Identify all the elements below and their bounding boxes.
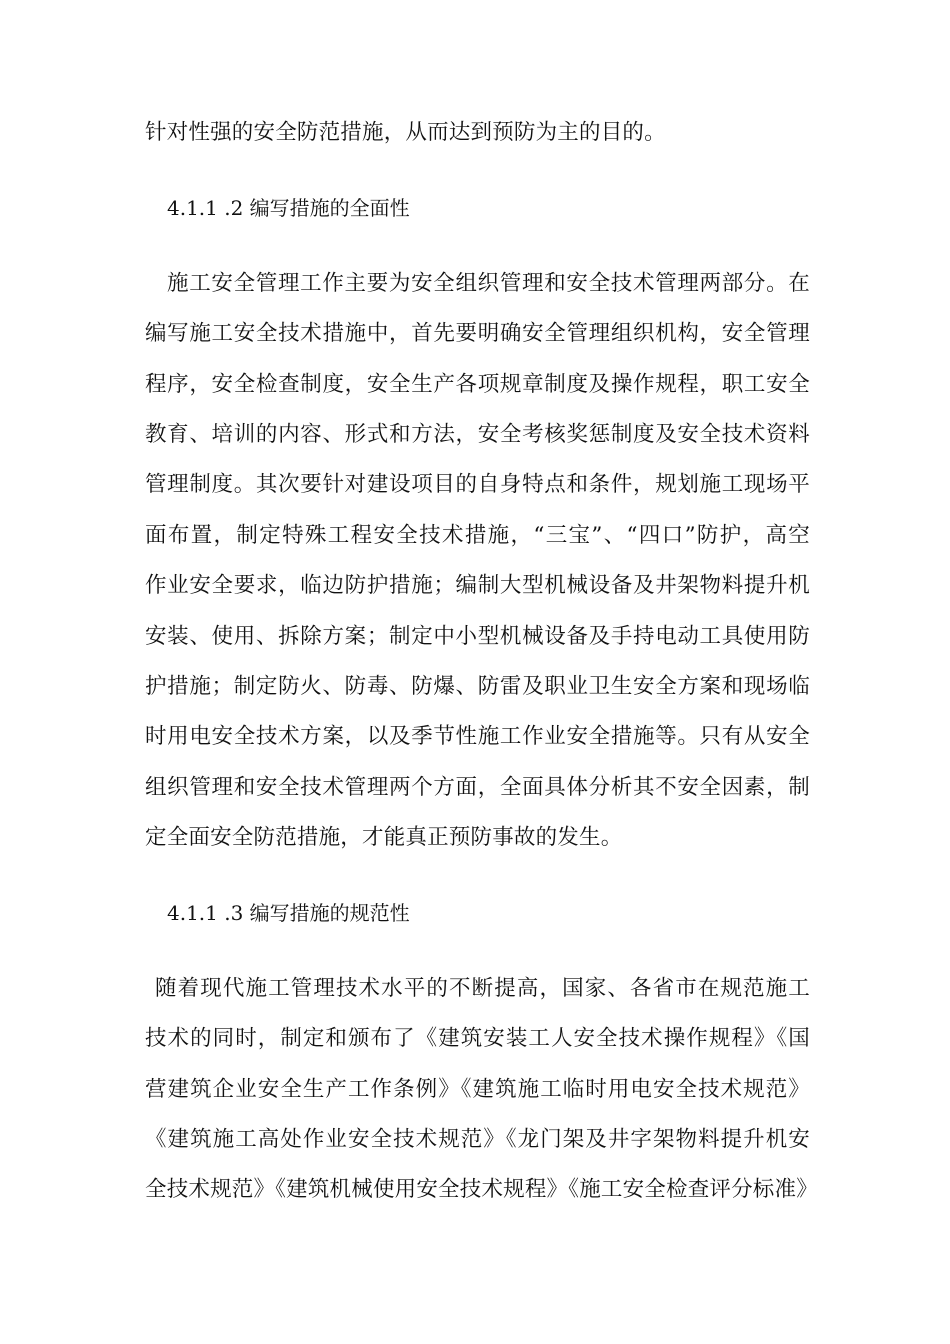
paragraph-comprehensiveness [145,259,810,864]
text-line: 护措施；制定防火、防毒、防爆、防雷及职业卫生安全方案和现场临 [145,673,810,699]
paragraph-gap [145,939,810,964]
text-line: 安装、使用、拆除方案；制定中小型机械设备及手持电动工具使用防 [145,623,810,649]
text-line: 编写施工安全技术措施中，首先要明确安全管理组织机构，安全管理 [145,321,810,347]
section-heading-4-1-1-2: 4.1.1 .2 编写措施的全面性 [167,196,410,221]
text-line: 教育、培训的内容、形式和方法，安全考核奖惩制度及安全技术资料 [145,421,810,447]
text-line: 作业安全要求，临边防护措施；编制大型机械设备及井架物料提升机 [145,573,810,599]
text-line: 定全面安全防范措施，才能真正预防事故的发生。 [145,825,623,851]
text-line: 程序，安全检查制度，安全生产各项规章制度及操作规程，职工安全 [145,371,810,397]
section-heading-4-1-1-3: 4.1.1 .3 编写措施的规范性 [167,901,410,926]
paragraph-continuation [145,108,810,158]
paragraph-gap [145,158,810,183]
paragraph-gap [145,863,810,888]
text-line: 针对性强的安全防范措施，从而达到预防为主的目的。 [145,120,666,145]
paragraph-standardization [145,964,818,1216]
paragraph-gap [145,234,810,259]
text-line: 施工安全管理工作主要为安全组织管理和安全技术管理两部分。在 [167,270,810,296]
text-line: 管理制度。其次要针对建设项目的自身特点和条件，规划施工现场平 [145,472,810,498]
text-line: 技术的同时，制定和颁布了《建筑安装工人安全技术操作规程》《国 [145,1026,810,1052]
text-line: 组织管理和安全技术管理两个方面，全面具体分析其不安全因素，制 [145,774,810,800]
text-line: 随着现代施工管理技术水平的不断提高，国家、各省市在规范施工 [155,975,810,1001]
text-line: 营建筑企业安全生产工作条例》《建筑施工临时用电安全技术规范》 [145,1076,810,1102]
text-line: 面布置，制定特殊工程安全技术措施，“三宝”、“四口”防护，高空 [145,522,810,548]
text-line: 全技术规范》《建筑机械使用安全技术规程》《施工安全检查评分标准》 [145,1177,818,1203]
document-page [145,108,818,1216]
text-line: 《建筑施工高处作业安全技术规范》《龙门架及井字架物料提升机安 [145,1127,810,1153]
text-line: 时用电安全技术方案，以及季节性施工作业安全措施等。只有从安全 [145,724,810,750]
